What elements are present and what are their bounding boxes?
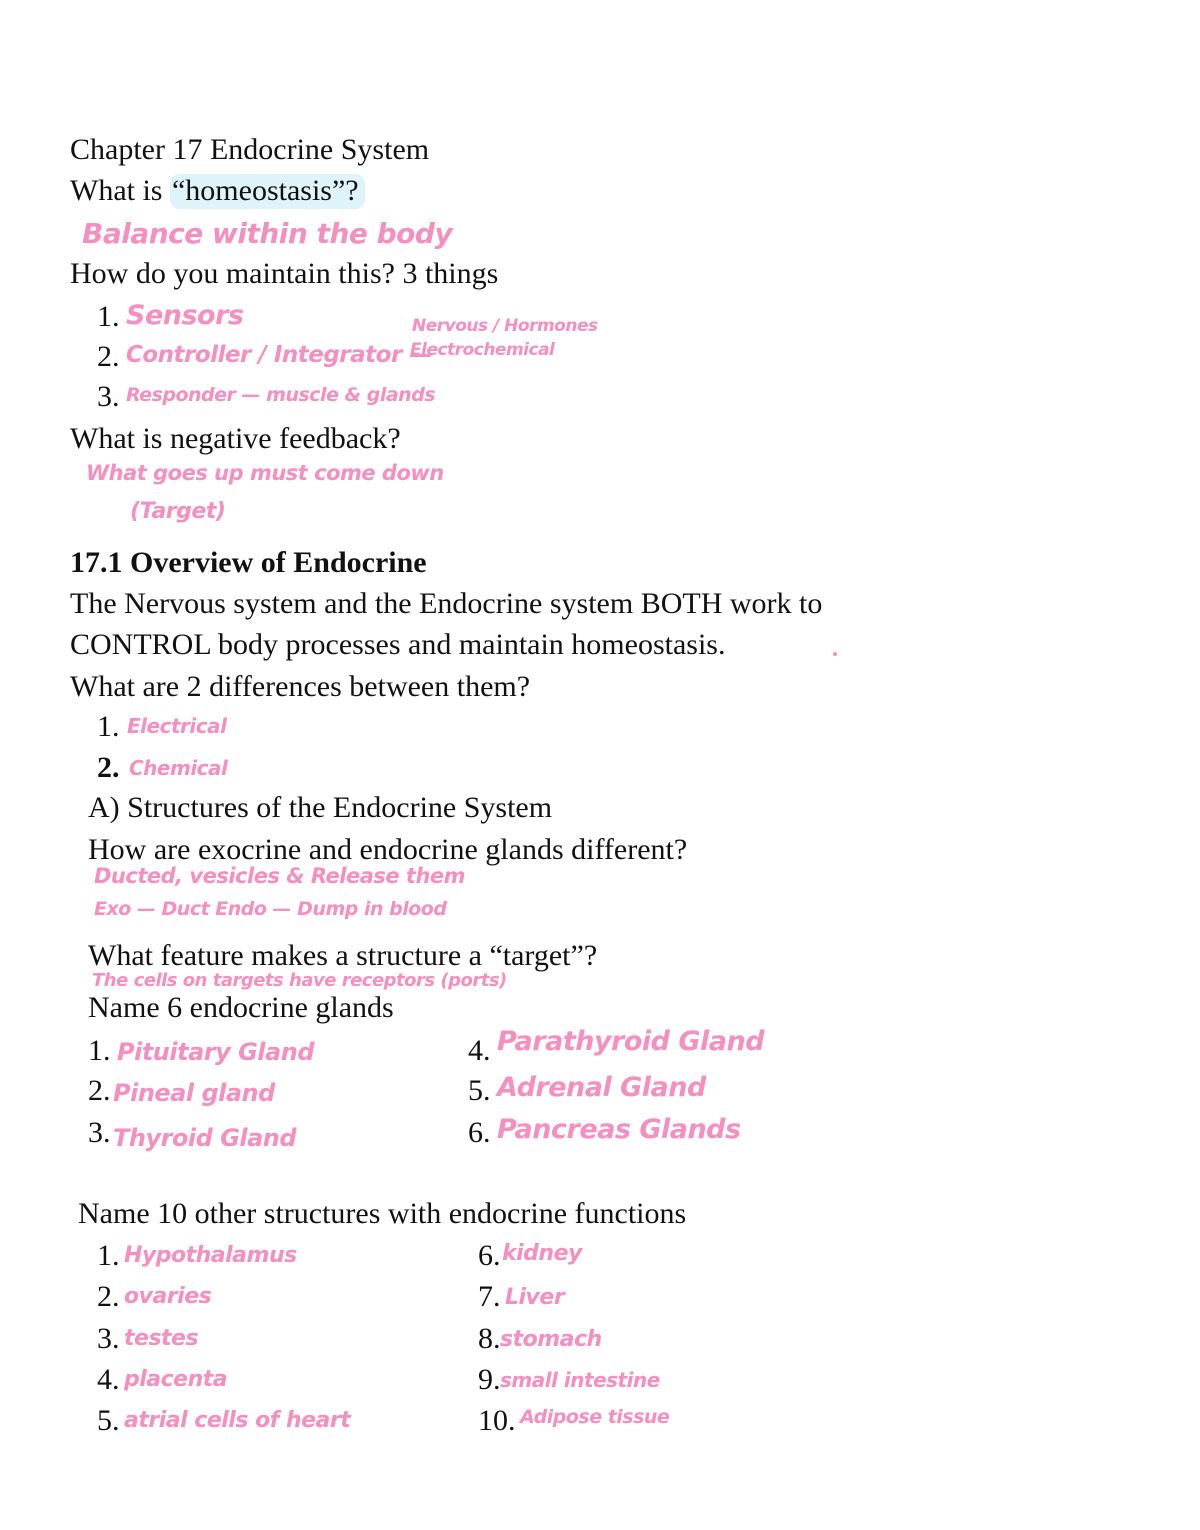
answer-gland-1: Pituitary Gland xyxy=(117,1038,314,1066)
page-title: Chapter 17 Endocrine System xyxy=(70,133,430,166)
list-number: 6. xyxy=(468,1116,491,1149)
list-number: 1. xyxy=(97,300,120,333)
answer-structure-4: placenta xyxy=(124,1367,228,1392)
question-negative-feedback: What is negative feedback? xyxy=(70,422,401,455)
answer-gland-3: Thyroid Gland xyxy=(113,1124,297,1152)
list-number: 9. xyxy=(478,1363,501,1396)
list-number: 1. xyxy=(88,1034,111,1067)
answer-structure-1: Hypothalamus xyxy=(124,1243,297,1268)
list-number: 3. xyxy=(97,1322,120,1355)
answer-maintain-1: Sensors xyxy=(126,300,244,331)
list-number: 4. xyxy=(97,1363,120,1396)
list-number: 8. xyxy=(478,1322,501,1355)
answer-structure-8: stomach xyxy=(500,1327,602,1352)
answer-structure-7: Liver xyxy=(505,1285,565,1310)
list-number: 5. xyxy=(468,1074,491,1107)
answer-gland-4: Parathyroid Gland xyxy=(497,1026,765,1057)
answer-difference-1: Electrical xyxy=(127,714,227,738)
question-ten-structures: Name 10 other structures with endocrine functions xyxy=(78,1197,687,1230)
list-number: 4. xyxy=(468,1034,491,1067)
note-electrochemical: Electrochemical xyxy=(410,340,555,360)
list-number: 7. xyxy=(478,1280,501,1313)
list-number: 1. xyxy=(97,710,120,743)
intro-line-1: The Nervous system and the Endocrine system BOTH work to xyxy=(70,587,823,620)
list-number: 2. xyxy=(97,751,120,784)
list-number: 10. xyxy=(478,1404,516,1437)
answer-maintain-2: Controller / Integrator — xyxy=(126,342,432,368)
list-number: 2. xyxy=(97,340,120,373)
answer-gland-2: Pineal gland xyxy=(113,1079,275,1107)
list-number: 3. xyxy=(97,380,120,413)
answer-glands-1: Ducted, vesicles & Release them xyxy=(94,864,466,888)
question-six-glands: Name 6 endocrine glands xyxy=(88,991,394,1024)
list-number: 5. xyxy=(97,1404,120,1437)
question-homeostasis xyxy=(70,176,365,206)
list-number: 2. xyxy=(88,1074,111,1107)
question-glands: How are exocrine and endocrine glands different? xyxy=(88,833,688,866)
answer-difference-2: Chemical xyxy=(129,756,228,780)
question-prefix: What is xyxy=(70,174,170,207)
answer-negative-target: (Target) xyxy=(130,499,226,524)
section-heading: 17.1 Overview of Endocrine xyxy=(70,546,427,579)
answer-structure-5: atrial cells of heart xyxy=(124,1408,351,1433)
answer-structure-9: small intestine xyxy=(500,1368,660,1392)
question-differences: What are 2 differences between them? xyxy=(70,670,531,703)
answer-structure-6: kidney xyxy=(502,1241,582,1266)
question-target: What feature makes a structure a “target”? xyxy=(88,939,598,972)
highlighted-term: “homeostasis”? xyxy=(170,174,365,209)
sub-heading: A) Structures of the Endocrine System xyxy=(88,791,553,824)
pink-mark xyxy=(833,652,837,656)
answer-structure-10: Adipose tissue xyxy=(520,1406,670,1428)
list-number: 3. xyxy=(88,1116,111,1149)
answer-gland-6: Pancreas Glands xyxy=(497,1114,741,1145)
list-number: 6. xyxy=(478,1239,501,1272)
answer-gland-5: Adrenal Gland xyxy=(497,1072,706,1103)
intro-line-2: CONTROL body processes and maintain homeostasis. xyxy=(70,628,726,661)
list-number: 2. xyxy=(97,1280,120,1313)
note-nervous-hormones: Nervous / Hormones xyxy=(412,316,598,336)
answer-structure-2: ovaries xyxy=(124,1284,212,1309)
question-maintain: How do you maintain this? 3 things xyxy=(70,257,499,290)
answer-maintain-3: Responder — muscle & glands xyxy=(126,384,436,406)
answer-negative-feedback: What goes up must come down xyxy=(86,461,444,485)
list-number: 1. xyxy=(97,1239,120,1272)
answer-structure-3: testes xyxy=(124,1326,199,1351)
answer-homeostasis: Balance within the body xyxy=(82,217,453,250)
answer-glands-2: Exo — Duct Endo — Dump in blood xyxy=(94,898,447,920)
answer-target: The cells on targets have receptors (ports) xyxy=(92,970,507,991)
